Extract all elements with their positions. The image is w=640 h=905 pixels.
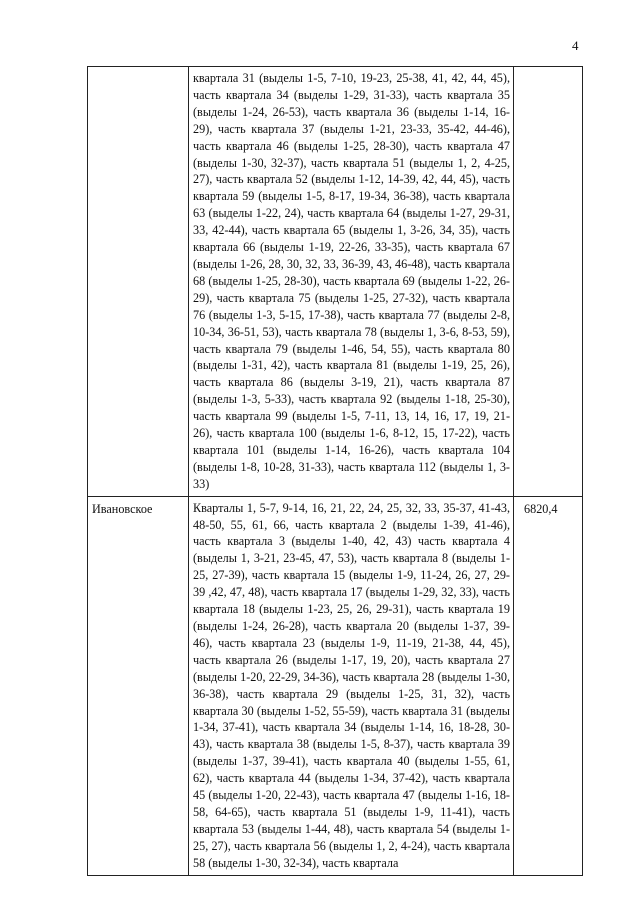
area-value: 6820,4: [524, 501, 558, 516]
area-value: [514, 67, 582, 71]
forest-district-table: [87, 66, 583, 876]
quarters-description: квартала 31 (выделы 1-5, 7-10, 19-23, 25-38, 41, 42, 44, 45), часть квартала 34 (выделы 1-29, 31-33), часть квартала 35 (выделы 1-24, 26-53), часть квартала 36 (выделы 1-14, 16-29), часть квартала 37 (выделы 1-21, 23-33, 35-42, 44-46), часть квартала 46 (выделы 1-25, 28-30), часть квартала 47 (выделы 1-30, 32-37), часть квартала 51 (выделы 1, 2, 4-25, 27), часть квартала 52 (выделы 1-12, 14-39, 42, 44, 45), часть квартала 59 (выделы 1-5, 8-17, 19-34, 36-38), часть квартала 63 (выделы 1-22, 24), часть квартала 64 (выделы 1-27, 29-31, 33, 42-44), часть квартала 65 (выделы 1, 3-26, 34, 35), часть квартала 66 (выделы 1-19, 22-26, 33-35), часть квартала 67 (выделы 1-26, 28, 30, 32, 33, 36-39, 43, 46-48), часть квартала 68 (выделы 1-25, 28-30), часть квартала 69 (выделы 1-22, 26-29), часть квартала 75 (выделы 1-25, 27-32), часть квартала 76 (выделы 1-3, 5-15, 17-38), часть квартала 77 (выделы 2-8, 10-34, 36-51, 53), часть квартала 78 (выделы 1, 3-6, 8-53, 59), часть квартала 79 (выделы 1-46, 54, 55), часть квартала 80 (выделы 1-31, 42), часть квартала 81 (выделы 1-19, 25, 26), часть квартала 86 (выделы 3-19, 21), часть квартала 87 (выделы 1-3, 5-33), часть квартала 92 (выделы 1-18, 25-30), часть квартала 99 (выделы 1-5, 7-11, 13, 14, 16, 17, 19, 21-26), часть квартала 100 (выделы 1-6, 8-12, 15, 17-22), часть квартала 101 (выделы 1-14, 16-26), часть квартала 104 (выделы 1-8, 10-28, 31-33), часть квартала 112 (выделы 1, 3-33): [193, 71, 510, 491]
area-cell: [514, 496, 583, 875]
quarters-description-cell: [189, 67, 514, 497]
district-name: Ивановское: [92, 501, 153, 516]
district-name: [88, 67, 188, 71]
table-row: [88, 67, 583, 497]
district-name-cell: [88, 496, 189, 875]
quarters-description-cell: [189, 496, 514, 875]
page-number: 4: [572, 38, 579, 53]
table-row: [88, 496, 583, 875]
area-cell: [514, 67, 583, 497]
quarters-description: Кварталы 1, 5-7, 9-14, 16, 21, 22, 24, 25, 32, 33, 35-37, 41-43, 48-50, 55, 61, 66, часть квартала 2 (выделы 1-39, 41-46), часть квартала 3 (выделы 1-40, 42, 43) часть квартала 4 (выделы 1, 3-21, 23-45, 47, 53), часть квартала 8 (выделы 1-25, 27-39), часть квартала 15 (выделы 1-9, 11-24, 26, 27, 29-39 ,42, 47, 48), часть квартала 17 (выделы 1-29, 32, 33), часть квартала 18 (выделы 1-23, 25, 26, 29-31), часть квартала 19 (выделы 1-24, 26-28), часть квартала 20 (выделы 1-37, 39-46), часть квартала 23 (выделы 1-9, 11-19, 21-38, 44, 45), часть квартала 26 (выделы 1-17, 19, 20), часть квартала 27 (выделы 1-20, 22-29, 34-36), часть квартала 28 (выделы 1-30, 36-38), часть квартала 29 (выделы 1-25, 31, 32), часть квартала 30 (выделы 1-52, 55-59), часть квартала 31 (выделы 1-34, 37-41), часть квартала 34 (выделы 1-14, 16, 18-28, 30-43), часть квартала 38 (выделы 1-5, 8-37), часть квартала 39 (выделы 1-37, 39-41), часть квартала 40 (выделы 1-55, 61, 62), часть квартала 44 (выделы 1-34, 37-42), часть квартала 45 (выделы 1-20, 22-43), часть квартала 47 (выделы 1-16, 18-58, 64-65), часть квартала 51 (выделы 1-9, 11-41), часть квартала 53 (выделы 1-44, 48), часть квартала 54 (выделы 1-25, 27), часть квартала 56 (выделы 1, 2, 4-24), часть квартала 58 (выделы 1-30, 32-34), часть квартала: [193, 500, 510, 870]
district-name-cell: [88, 67, 189, 497]
